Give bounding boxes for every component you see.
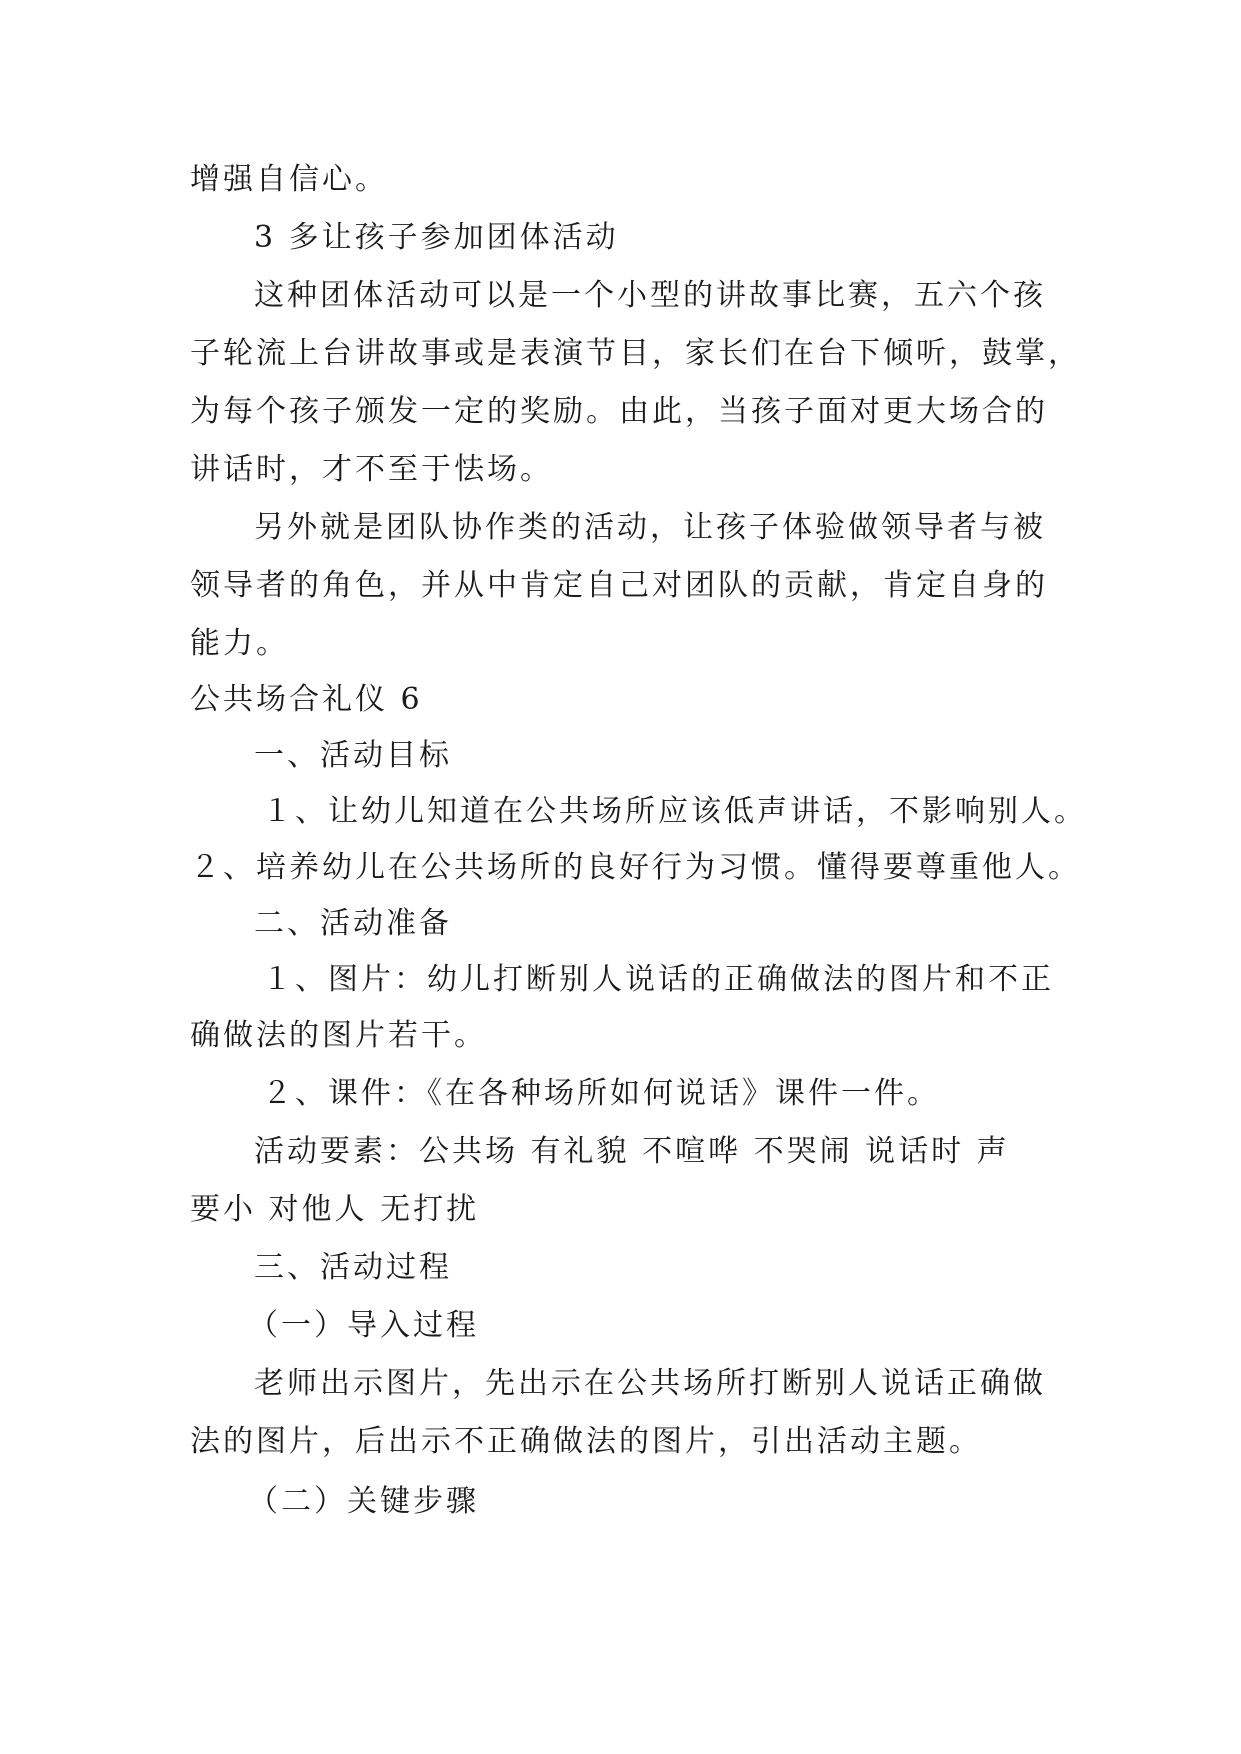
paragraph-line: 要小 对他人 无打扰 — [190, 1192, 480, 1227]
section-heading: 二、活动准备 — [254, 906, 452, 941]
list-item: ２、培养幼儿在公共场所的良好行为习惯。懂得要尊重他人。 — [190, 850, 1081, 885]
section-heading: 一、活动目标 — [254, 738, 452, 773]
list-item: １、图片：幼儿打断别人说话的正确做法的图片和不正 — [262, 962, 1054, 997]
paragraph-line: 能力。 — [190, 626, 289, 661]
paragraph-line: 法的图片，后出示不正确做法的图片，引出活动主题。 — [190, 1424, 982, 1459]
document-title: 公共场合礼仪 6 — [190, 682, 423, 717]
paragraph-line: 活动要素：公共场 有礼貌 不喧哗 不哭闹 说话时 声 — [254, 1134, 1010, 1169]
paragraph-line: 讲话时，才不至于怯场。 — [190, 452, 553, 487]
sub-heading: （二）关键步骤 — [248, 1484, 479, 1519]
paragraph-line: 增强自信心。 — [190, 162, 388, 197]
paragraph-line: 领导者的角色，并从中肯定自己对团队的贡献，肯定自身的 — [190, 568, 1048, 603]
sub-heading: （一）导入过程 — [248, 1308, 479, 1343]
paragraph-line: 这种团体活动可以是一个小型的讲故事比赛，五六个孩 — [254, 278, 1046, 313]
paragraph-line: 确做法的图片若干。 — [190, 1018, 487, 1053]
list-item: ２、课件：《在各种场所如何说话》课件一件。 — [262, 1076, 940, 1111]
paragraph-line: 子轮流上台讲故事或是表演节目，家长们在台下倾听，鼓掌， — [190, 336, 1081, 371]
section-heading: 三、活动过程 — [254, 1250, 452, 1285]
paragraph-line: 老师出示图片，先出示在公共场所打断别人说话正确做 — [254, 1366, 1046, 1401]
paragraph-line: 另外就是团队协作类的活动，让孩子体验做领导者与被 — [254, 510, 1046, 545]
section-heading: 3 多让孩子参加团体活动 — [254, 220, 619, 255]
list-item: １、让幼儿知道在公共场所应该低声讲话，不影响别人。 — [262, 794, 1087, 829]
paragraph-line: 为每个孩子颁发一定的奖励。由此，当孩子面对更大场合的 — [190, 394, 1048, 429]
